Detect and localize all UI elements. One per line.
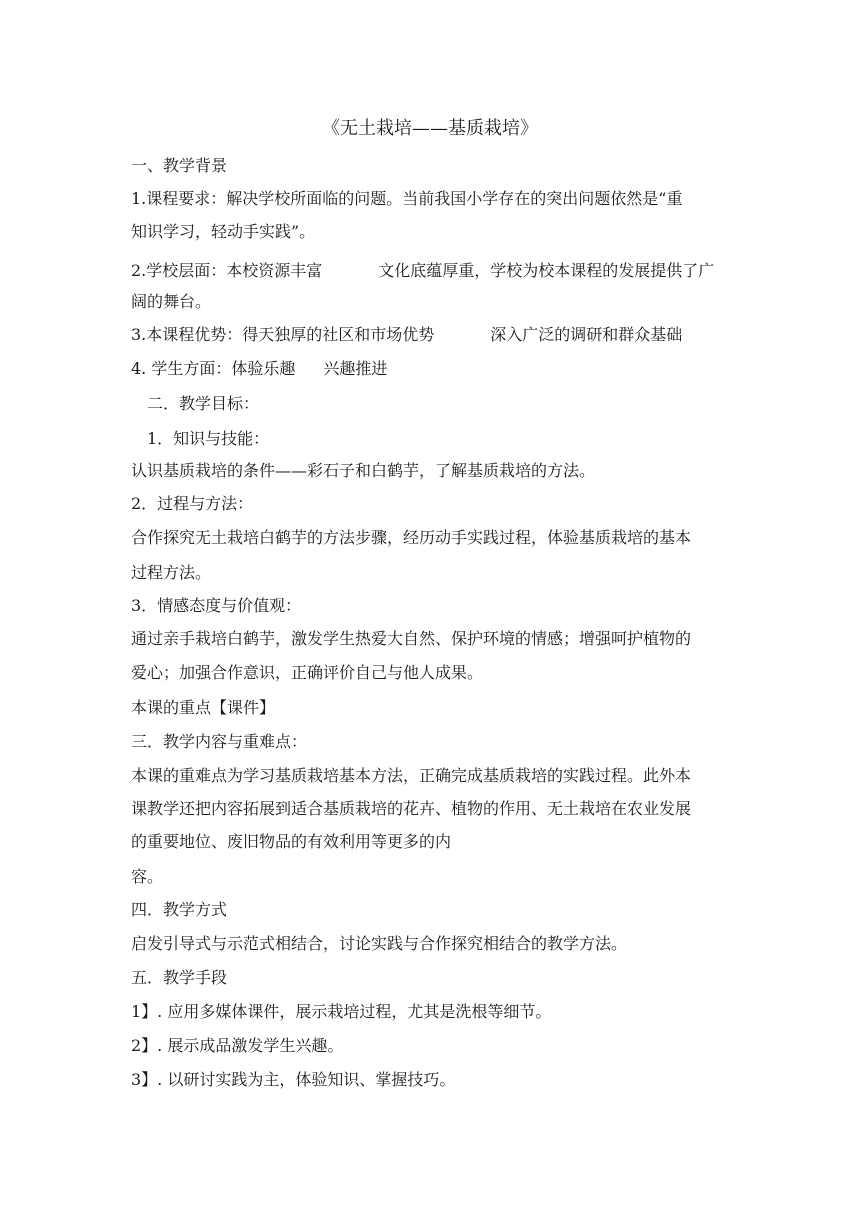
section-heading-background: 一、教学背景 [131,156,228,175]
text-segment: 3.本课程优势：得天独厚的社区和市场优势 [131,325,435,344]
list-item: 1】. 应用多媒体课件，展示栽培过程，尤其是洗根等细节。 [131,1002,552,1021]
text-segment: 文化底蕴厚重，学校为校本课程的发展提供了广 [378,261,715,280]
subheading: 3．情感态度与价值观： [131,596,302,615]
paragraph-line: 本课的重难点为学习基质栽培基本方法，正确完成基质栽培的实践过程。此外本 [131,766,692,785]
text-segment: 兴趣推进 [323,359,388,378]
paragraph-line [131,357,387,381]
section-heading-goals: 二．教学目标： [147,394,260,413]
section-heading-means: 五．教学手段 [131,968,228,987]
subheading: 1．知识与技能： [147,429,270,448]
paragraph-line: 阔的舞台。 [131,292,212,311]
paragraph-line: 过程方法。 [131,563,212,582]
paragraph-line: 知识学习，轻动手实践”。 [131,222,316,241]
list-item: 3】. 以研讨实践为主，体验知识、掌握技巧。 [131,1070,456,1089]
paragraph-line: 合作探究无土栽培白鹤芋的方法步骤，经历动手实践过程，体验基质栽培的基本 [131,528,692,547]
paragraph-line: 容。 [131,867,164,886]
paragraph-line: 认识基质栽培的条件——彩石子和白鹤芋，了解基质栽培的方法。 [131,461,596,480]
paragraph-line: 启发引导式与示范式相结合，讨论实践与合作探究相结合的教学方法。 [131,934,628,953]
section-heading-method: 四．教学方式 [131,900,228,919]
section-heading-content: 三．教学内容与重难点： [131,732,308,751]
text-segment: 2.学校层面：本校资源丰富 [131,261,323,280]
document-title: 《无土栽培——基质栽培》 [322,118,538,139]
paragraph-line: 的重要地位、废旧物品的有效利用等更多的内 [131,832,452,851]
paragraph-line: 本课的重点【课件】 [131,698,276,717]
paragraph-line [131,323,682,347]
paragraph-line: 通过亲手栽培白鹤芋，激发学生热爱大自然、保护环境的情感；增强呵护植物的 [131,629,692,648]
paragraph-line: 1.课程要求：解决学校所面临的问题。当前我国小学存在的突出问题依然是“重 [131,189,683,208]
text-segment: 深入广泛的调研和群众基础 [490,325,683,344]
list-item: 2】. 展示成品激发学生兴趣。 [131,1036,344,1055]
paragraph-line: 爱心；加强合作意识，正确评价自己与他人成果。 [131,663,484,682]
paragraph-line [131,259,714,283]
paragraph-line: 课教学还把内容拓展到适合基质栽培的花卉、植物的作用、无土栽培在农业发展 [131,799,692,818]
subheading: 2．过程与方法： [131,494,254,513]
text-segment: 4. 学生方面：体验乐趣 [131,359,296,378]
